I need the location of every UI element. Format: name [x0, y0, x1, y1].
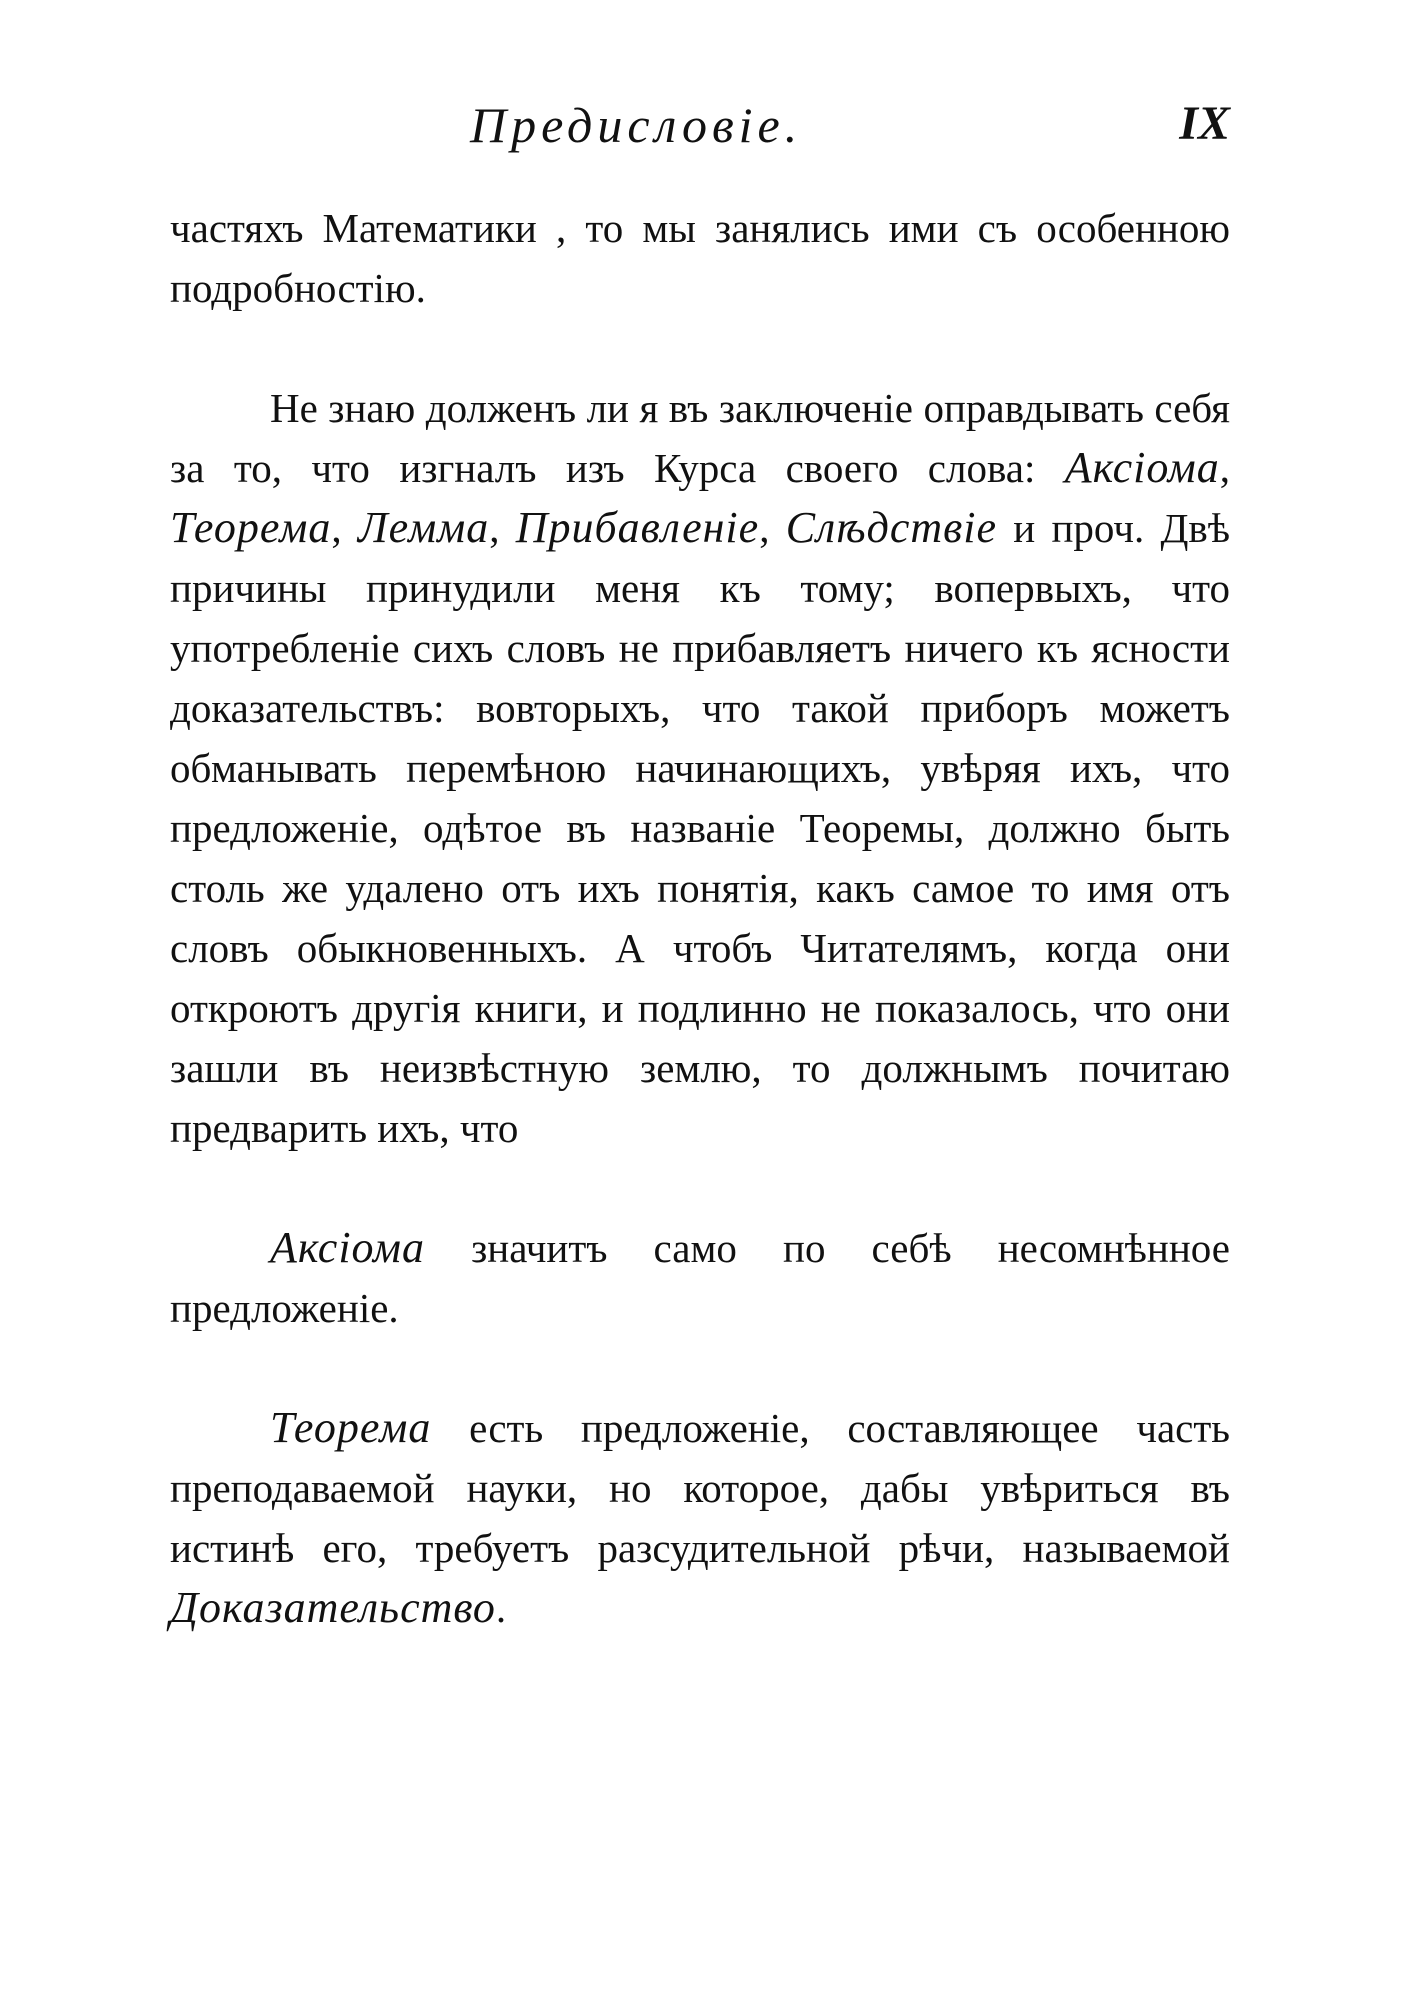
paragraph-continuation [170, 198, 1230, 318]
term-axiom: Аксіома [1064, 443, 1220, 492]
text-run: , [1219, 445, 1230, 491]
page-header [170, 96, 1230, 166]
text-run: и проч. Двѣ причины принудили меня къ тому; вопервыхъ, что употребленіе сихъ словъ не прибавляетъ ничего къ ясности доказательствъ: вовторыхъ, что такой приборъ можетъ обманывать перемѣною начинающихъ, увѣряя ихъ, что предложеніе, одѣтое въ названіе Теоремы, должно быть столь же удалено отъ ихъ понятія, какъ самое то имя отъ словъ обыкновенныхъ. А чтобъ Читателямъ, когда они откроютъ другія книги, и подлинно не показалось, что они зашли въ неизвѣстную землю, то должнымъ почитаю предварить ихъ, что [170, 505, 1231, 1151]
text-run: , [489, 505, 516, 551]
text-run: Не знаю долженъ ли я въ заключеніе оправдывать себя за то, что изгналъ изъ Курса своего слова: [170, 385, 1230, 491]
text-run: , [759, 505, 786, 551]
term-addition: Прибавленіе [515, 503, 760, 552]
paragraph-gap [170, 318, 1230, 378]
paragraph-gap [170, 1338, 1230, 1398]
term-axiom: Аксіома [270, 1223, 425, 1272]
term-theorem: Теорема [270, 1403, 432, 1452]
term-theorem: Теорема [170, 503, 332, 552]
term-proof: Доказательство [170, 1583, 496, 1632]
text-run: частяхъ Математики , то мы занялись ими съ особенною подробностію. [170, 205, 1230, 311]
text-run: значитъ само по себѣ несомнѣнное предложеніе. [170, 1225, 1230, 1331]
text-run: есть предложеніе, составляющее часть преподаваемой науки, но которое, дабы увѣриться въ истинѣ его, требуетъ разсудительной рѣчи, называемой [170, 1405, 1230, 1571]
term-lemma: Лемма [357, 503, 490, 552]
running-title: Предисловіе. [470, 97, 803, 153]
text-run: . [495, 1585, 507, 1631]
text-run: , [331, 505, 358, 551]
page-number: IX [1179, 97, 1230, 150]
paragraph-axiom-definition [170, 1218, 1230, 1338]
paragraph-theorem-definition [170, 1398, 1230, 1638]
paragraph-gap [170, 1158, 1230, 1218]
body-text [170, 198, 1230, 1638]
paragraph-justification [170, 378, 1230, 1158]
term-corollary: Слѣдствіе [785, 503, 997, 552]
